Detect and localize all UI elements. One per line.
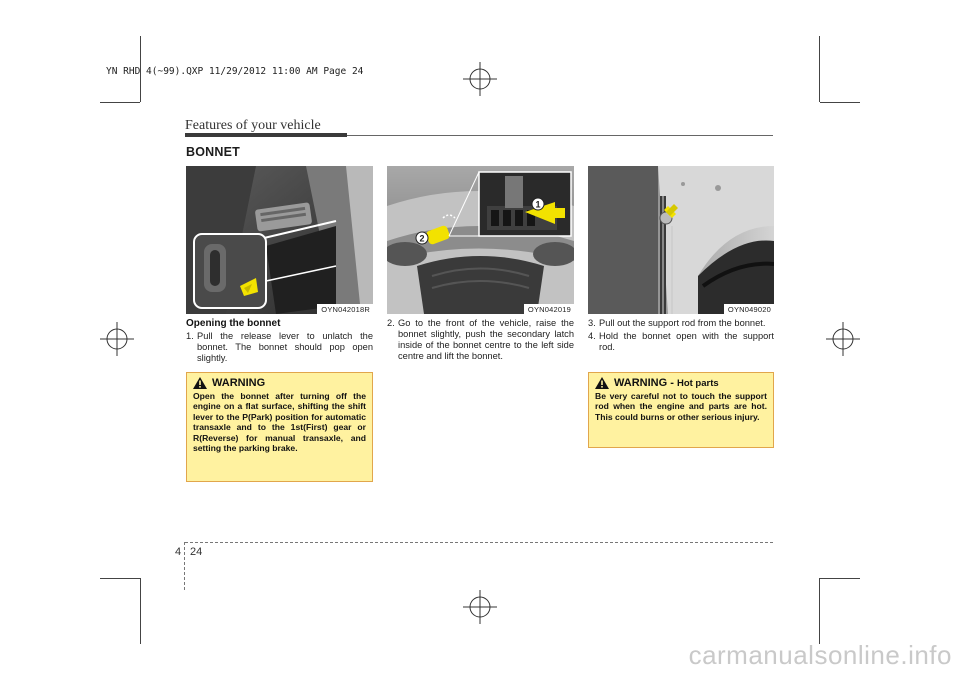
warning-title-main: WARNING -: [614, 377, 677, 389]
page-heading: BONNET: [186, 145, 240, 159]
chapter-number: 4: [175, 546, 182, 558]
registration-mark-icon: [463, 590, 497, 624]
step-number: 1.: [186, 331, 194, 341]
crop-mark: [100, 102, 140, 103]
warning-title: [614, 377, 719, 389]
header-rule-accent: [185, 133, 347, 137]
warning-title-sub: Hot parts: [676, 378, 719, 389]
warning-title: WARNING: [212, 377, 266, 389]
crop-mark: [820, 578, 860, 579]
photo-support-rod: [588, 166, 774, 314]
step-text: Pull out the support rod from the bonnet.: [599, 318, 766, 328]
registration-mark-icon: [100, 322, 134, 356]
warning-triangle-icon: [193, 377, 207, 389]
support-rod-illustration: [588, 166, 774, 314]
photo-release-lever: [186, 166, 373, 314]
photo-code: OYN049020: [724, 304, 774, 314]
callout-2: 2: [419, 233, 425, 244]
registration-mark-icon: [826, 322, 860, 356]
step-number: 3.: [588, 318, 596, 328]
crop-mark: [140, 578, 141, 644]
step-text: Hold the bonnet open with the support rod.: [599, 331, 774, 352]
column-2-text: [387, 318, 574, 364]
step-text: Pull the release lever to unlatch the bonnet. The bonnet should pop open slightly.: [197, 331, 373, 363]
warning-body: Be very careful not to touch the support rod when the engine and parts are hot. This could burns or other serious injury.: [595, 391, 767, 422]
step-1: [186, 331, 373, 364]
secondary-latch-illustration: [387, 166, 574, 314]
photo-secondary-latch: [387, 166, 574, 314]
subheading-opening-bonnet: Opening the bonnet: [186, 318, 281, 329]
step-3: [588, 318, 774, 329]
callout-1: 1: [535, 199, 541, 210]
page-number: 24: [190, 546, 203, 558]
crop-mark: [100, 578, 140, 579]
column-1-text: [186, 318, 373, 366]
watermark: carmanualsonline.info: [688, 640, 952, 670]
step-text: Go to the front of the vehicle, raise the bonnet slightly, push the secondary latch inside of the bonnet centre to the left side centre and lift the bonnet.: [398, 318, 574, 361]
photo-code: OYN042019: [524, 304, 574, 314]
release-lever-illustration: [186, 166, 373, 314]
step-2: [387, 318, 574, 362]
section-title: Features of your vehicle: [185, 118, 321, 133]
step-number: 4.: [588, 331, 596, 341]
crop-mark: [819, 578, 820, 644]
footer-rule: [185, 542, 773, 543]
warning-body: Open the bonnet after turning off the engine on a flat surface, shifting the shift lever to the P(Park) position for automatic transaxle and to the 1st(First) gear or R(Reverse) for manual transaxle, and setting the parking brake.: [193, 391, 366, 454]
warning-box-hot-parts: [588, 372, 774, 448]
step-number: 2.: [387, 318, 395, 328]
footer-divider: [184, 542, 185, 590]
warning-triangle-icon: [595, 377, 609, 389]
registration-mark-icon: [463, 62, 497, 96]
step-4: [588, 331, 774, 353]
print-slug: YN RHD 4(~99).QXP 11/29/2012 11:00 AM Page 24: [106, 66, 364, 77]
crop-mark: [820, 102, 860, 103]
photo-code: OYN042018R: [317, 304, 373, 314]
warning-box-parking: [186, 372, 373, 482]
crop-mark: [819, 36, 820, 102]
column-3-text: [588, 318, 774, 355]
